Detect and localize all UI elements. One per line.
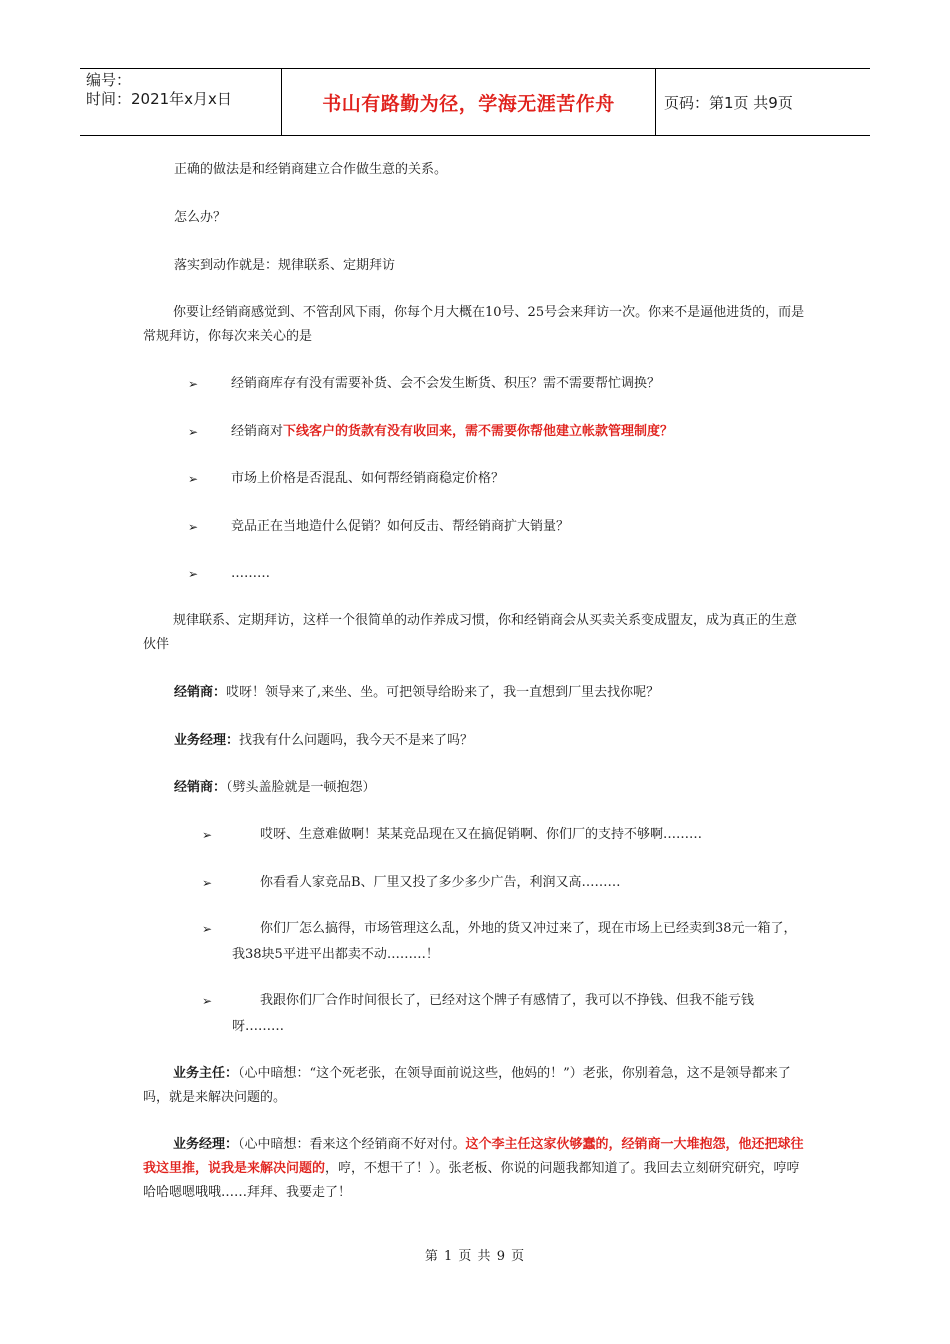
list-item-prefix: 经销商对	[231, 424, 284, 439]
complaint-text: 你们厂怎么搞得，市场管理这么乱，外地的货又冲过来了，现在市场上已经卖到38元一箱了，我38块5平进平出都卖不动………！	[232, 921, 797, 962]
dialogue-line	[143, 1062, 807, 1110]
paragraph: 正确的做法是和经销商建立合作做生意的关系。	[174, 162, 448, 177]
arrow-bullet-icon: ➢	[188, 377, 199, 391]
document-number-label: 编号：	[86, 71, 132, 89]
paragraph: 落实到动作就是：规律联系、定期拜访	[174, 258, 396, 273]
speaker-label: 经销商：	[174, 685, 227, 700]
dialogue-text: 哎呀！领导来了,来坐、坐。可把领导给盼来了，我一直想到厂里去找你呢？	[226, 685, 660, 700]
dialogue-line	[144, 729, 808, 753]
dialogue-text: 找我有什么问题吗，我今天不是来了吗？	[239, 733, 474, 748]
arrow-bullet-icon: ➢	[202, 828, 213, 842]
speaker-label: 业务经理：	[174, 733, 240, 748]
paragraph: 怎么办？	[174, 210, 227, 225]
complaint-text: 你看看人家竞品B、厂里又投了多少多少广告，利润又高………	[260, 875, 621, 890]
header-meta	[80, 69, 282, 135]
list-item-text: 经销商库存有没有需要补货、会不会发生断货、积压？需不需要帮忙调换？	[231, 376, 661, 391]
dialogue-text: （心中暗想：“这个死老张，在领导面前说这些，他妈的！”）老张，你别着急，这不是领导都来了吗，就是来解决问题的。	[143, 1066, 791, 1105]
speaker-label: 经销商：	[174, 780, 227, 795]
document-time-label: 时间：2021年x月x日	[86, 90, 232, 108]
dialogue-line	[144, 681, 808, 705]
list-item-text: 市场上价格是否混乱、如何帮经销商稳定价格？	[231, 471, 505, 486]
complaint-text: 哎呀、生意难做啊！某某竞品现在又在搞促销啊、你们厂的支持不够啊………	[260, 827, 703, 842]
header-motto: 书山有路勤为径，学海无涯苦作舟	[282, 69, 656, 135]
complaint-text: 我跟你们厂合作时间很长了，已经对这个牌子有感情了，我可以不挣钱、但我不能亏钱呀………	[232, 993, 755, 1034]
arrow-bullet-icon: ➢	[188, 567, 199, 581]
dialogue-text: （心中暗想：看来这个经销商不好对付。	[238, 1137, 466, 1152]
speaker-label: 业务经理：	[173, 1137, 239, 1152]
list-item-text: 竞品正在当地造什么促销？如何反击、帮经销商扩大销量？	[231, 519, 570, 534]
arrow-bullet-icon: ➢	[202, 876, 213, 890]
arrow-bullet-icon: ➢	[188, 472, 199, 486]
dialogue-text: （劈头盖脸就是一顿抱怨）	[226, 780, 376, 795]
paragraph: 你要让经销商感觉到、不管刮风下雨，你每个月大概在10号、25号会来拜访一次。你来不是逼他进货的，而是常规拜访，你每次来关心的是	[143, 305, 805, 344]
dialogue-line	[143, 1133, 807, 1205]
arrow-bullet-icon: ➢	[188, 425, 199, 439]
dialogue-text: ，哼，不想干了！）。张老板、你说的问题我都知道了。我回去立刻研究研究，哼哼哈哈嗯嗯哦哦……拜拜、我要走了！	[143, 1161, 800, 1200]
paragraph: 规律联系、定期拜访，这样一个很简单的动作养成习惯，你和经销商会从买卖关系变成盟友，成为真正的生意伙伴	[143, 613, 798, 652]
arrow-bullet-icon: ➢	[202, 994, 213, 1008]
page-header	[80, 68, 870, 136]
highlighted-text: 下线客户的货款有没有收回来，需不需要你帮他建立帐款管理制度？	[283, 424, 674, 439]
header-page-number: 页码：第1页 共9页	[664, 93, 793, 112]
highlighted-text: 这个李主任这家伙够蠢的，经销商一大堆抱怨，他还把球往我这里推，说我是来解决问题的	[143, 1137, 804, 1176]
list-item-text	[231, 420, 673, 444]
speaker-label: 业务主任：	[173, 1066, 239, 1081]
page-footer: 第 1 页 共 9 页	[424, 1249, 526, 1264]
list-item-text: ………	[231, 566, 270, 581]
arrow-bullet-icon: ➢	[188, 520, 199, 534]
dialogue-line	[144, 776, 808, 800]
arrow-bullet-icon: ➢	[202, 922, 213, 936]
